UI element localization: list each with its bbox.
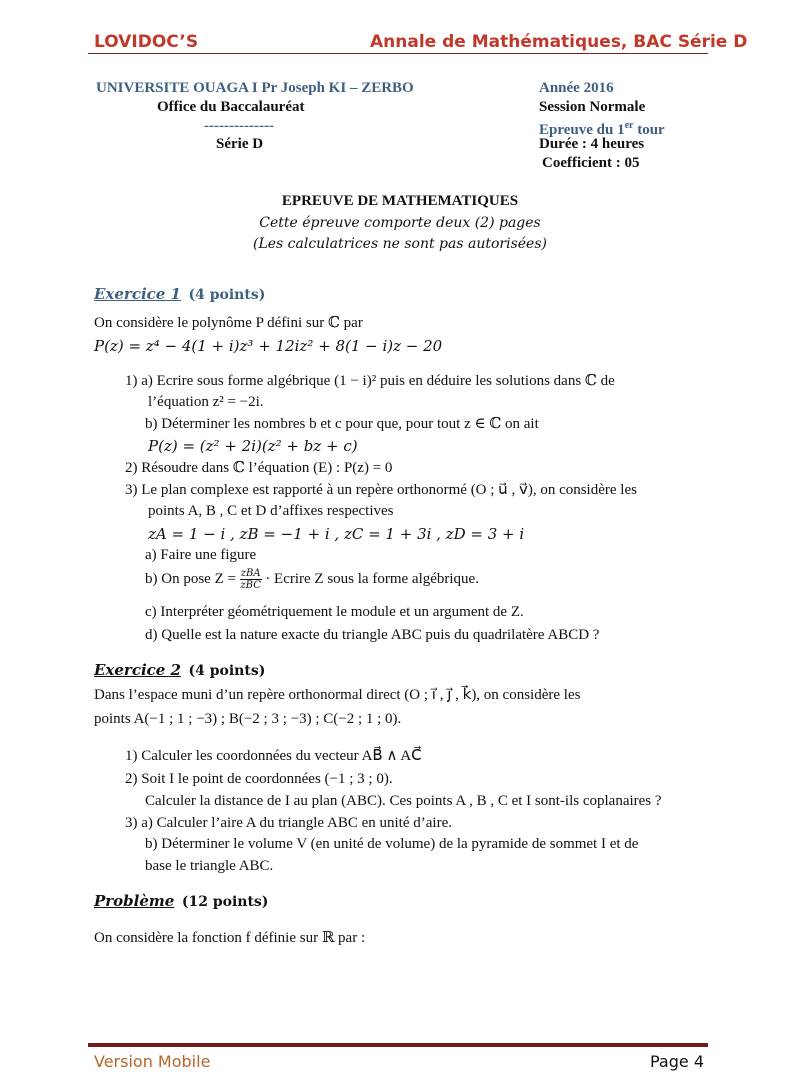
separator: --------------: [204, 118, 274, 134]
header-right: Annale de Mathématiques, BAC Série D: [370, 32, 748, 52]
exercice2-heading: Exercice 2 (4 points): [94, 661, 266, 679]
ex2-q3b-line1: b) Déterminer le volume V (en unité de volume) de la pyramide de sommet I et de: [145, 836, 639, 852]
university-name: UNIVERSITE OUAGA I Pr Joseph KI – ZERBO: [96, 80, 414, 96]
probleme-heading: Problème (12 points): [94, 892, 269, 910]
ex2-q3a: 3) a) Calculer l’aire A du triangle ABC en unité d’aire.: [125, 815, 452, 831]
page-number: Page 4: [650, 1052, 704, 1071]
ex1-q3-line2: points A, B , C et D d’affixes respectives: [148, 503, 394, 519]
exam-title: EPREUVE DE MATHEMATIQUES: [281, 193, 519, 209]
ex2-intro-line1: Dans l’espace muni d’un repère orthonormal direct (O ; i⃗ , j⃗ , k⃗), on considère les: [94, 687, 581, 703]
exam-epreuve: Epreuve du 1er tour: [539, 120, 665, 138]
ex1-q2: 2) Résoudre dans ℂ l’équation (E) : P(z) = 0: [125, 460, 393, 476]
exercice1-polynomial: P(z) = z⁴ − 4(1 + i)z³ + 12iz² + 8(1 − i)z − 20: [94, 337, 443, 355]
ex1-q3-line1: 3) Le plan complexe est rapporté à un repère orthonormé (O ; u⃗ , v⃗), on considère les: [125, 482, 637, 498]
ex2-intro-line2: points A(−1 ; 1 ; −3) ; B(−2 ; 3 ; −3) ; C(−2 ; 1 ; 0).: [94, 711, 402, 727]
exam-subtitle-pages: Cette épreuve comporte deux (2) pages: [259, 215, 541, 231]
exam-coefficient: Coefficient : 05: [542, 155, 640, 171]
exam-session: Session Normale: [539, 99, 646, 115]
exam-duree: Durée : 4 heures: [539, 136, 645, 152]
fraction-z: $\frac{\text{zBA}}{\text{zBC}}$: [240, 568, 261, 591]
header-rule: [88, 53, 708, 54]
ex1-q3c: c) Interpréter géométriquement le module et un argument de Z.: [145, 604, 524, 620]
ex1-q1a-line2: l’équation z² = −2i.: [148, 394, 264, 410]
ex2-q1: 1) Calculer les coordonnées du vecteur AB⃗ ∧ AC⃗: [125, 748, 422, 764]
ex2-q2-line1: 2) Soit I le point de coordonnées (−1 ; 3 ; 0).: [125, 771, 393, 787]
ex2-q2-line2: Calculer la distance de I au plan (ABC). Ces points A , B , C et I sont-ils coplanaires ?: [145, 793, 662, 809]
ex1-q1b-line1: b) Déterminer les nombres b et c pour que, pour tout z ∈ ℂ on ait: [145, 416, 539, 432]
ex1-q1b-line2: P(z) = (z² + 2i)(z² + bz + c): [148, 437, 358, 455]
footer-rule: [88, 1043, 708, 1047]
ex2-q3b-line2: base le triangle ABC.: [145, 858, 274, 874]
exam-subtitle-calc: (Les calculatrices ne sont pas autorisées): [253, 236, 547, 252]
serie: Série D: [216, 136, 264, 152]
office-name: Office du Baccalauréat: [157, 99, 305, 115]
exercice1-heading: Exercice 1 (4 points): [94, 285, 266, 303]
exam-year: Année 2016: [539, 80, 614, 96]
ex1-q3a: a) Faire une figure: [145, 547, 257, 563]
footer-left: Version Mobile: [94, 1052, 211, 1071]
ex1-q3b: b) On pose Z = $\frac{\text{zBA}}{\text{zBC}}$ · Ecrire Z sous la forme algébrique.: [145, 568, 479, 591]
exercice1-intro: On considère le polynôme P défini sur ℂ par: [94, 315, 363, 331]
ex1-q3-affixes: zA = 1 − i , zB = −1 + i , zC = 1 + 3i , zD = 3 + i: [148, 525, 525, 543]
ex1-q1a-line1: 1) a) Ecrire sous forme algébrique (1 − i)² puis en déduire les solutions dans ℂ de: [125, 373, 615, 389]
probleme-intro: On considère la fonction f définie sur ℝ par :: [94, 930, 366, 946]
header-left: LOVIDOC’S: [94, 32, 199, 52]
ex1-q3d: d) Quelle est la nature exacte du triangle ABC puis du quadrilatère ABCD ?: [145, 627, 600, 643]
